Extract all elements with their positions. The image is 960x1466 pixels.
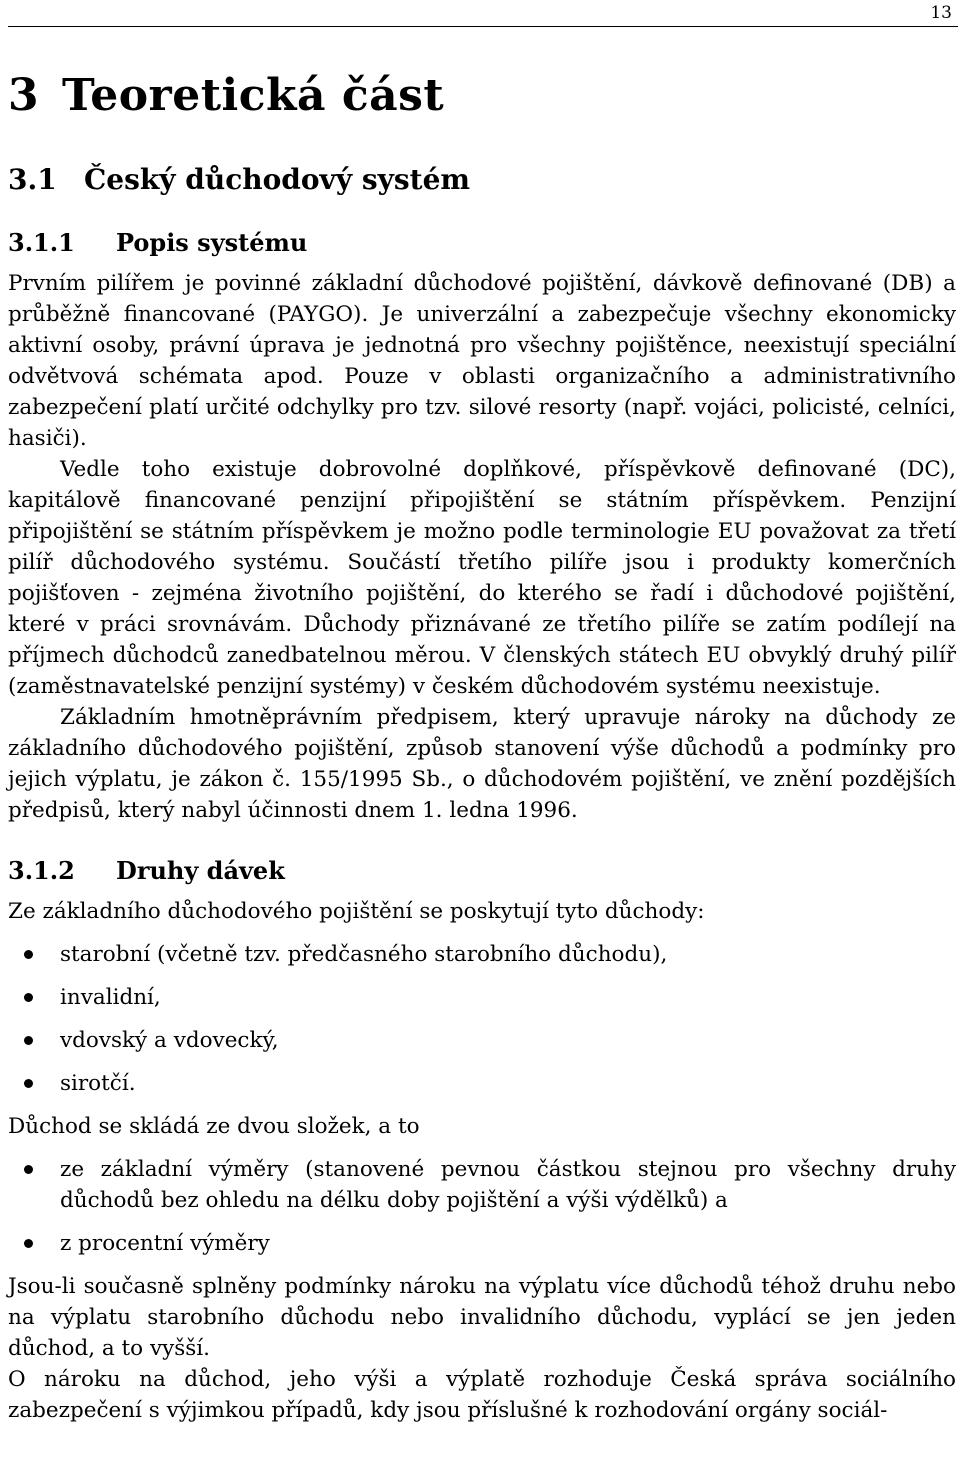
chapter-heading xyxy=(8,66,956,126)
list-item-text: vdovský a vdovecký, xyxy=(60,1028,279,1053)
list-item-text: z procentní výměry xyxy=(60,1231,270,1256)
pension-types-intro: Ze základního důchodového pojištění se poskytují tyto důchody: xyxy=(8,899,705,924)
subsection-title: Popis systému xyxy=(116,228,308,257)
list-item xyxy=(8,1228,956,1259)
subsection-number: 3.1.2 xyxy=(8,856,75,885)
section-number: 3.1 xyxy=(8,163,57,196)
chapter-title: Teoretická část xyxy=(62,70,445,121)
list-item-text: invalidní, xyxy=(60,985,161,1010)
bullet-icon xyxy=(24,1165,33,1174)
chapter-number: 3 xyxy=(8,70,40,121)
section-title: Český důchodový systém xyxy=(84,163,471,196)
list-item-text: ze základní výměry (stanovené pevnou částkou stejnou pro všechny druhy důchodů bez ohledu na délku doby pojištění a výši výdělků) a xyxy=(60,1157,956,1213)
paragraph-third-pillar: Vedle toho existuje dobrovolné doplňkové, příspěvkově definované (DC), kapitálově financované penzijní připojištění se státním příspěvkem. Penzijní připojištění se státním příspěvkem je možno podle terminologie EU považovat za třetí pilíř důchodového systému. Součástí třetího pilíře jsou i produkty komerčních pojišťoven - zejména životního pojištění, do kterého se řadí i důchodové pojištění, které v práci srovnávám. Důchody přiznávané ze třetího pilíře se zatím podílejí na příjmech důchodců zanedbatelnou měrou. V členských státech EU obvyklý druhý pilíř (zaměstnavatelské penzijní systémy) v českém důchodovém systému neexistuje. xyxy=(8,457,956,699)
document-body xyxy=(8,60,956,1426)
bullet-icon xyxy=(24,950,33,959)
pension-types-list xyxy=(8,939,956,1099)
paragraph-first-pillar: Prvním pilířem je povinné základní důchodové pojištění, dávkově definované (DB) a průběžně financované (PAYGO). Je univerzální a zabezpečuje všechny ekonomicky aktivní osoby, právní úprava je jednotná pro všechny pojištěnce, neexistují speciální odvětvová schémata apod. Pouze v oblasti organizačního a administrativního zabezpečení platí určité odchylky pro tzv. silové resorty (např. vojáci, policisté, celníci, hasiči). xyxy=(8,271,956,451)
components-list xyxy=(8,1154,956,1259)
header-rule xyxy=(8,26,958,27)
bullet-icon xyxy=(24,1239,33,1248)
bullet-icon xyxy=(24,993,33,1002)
bullet-icon xyxy=(24,1036,33,1045)
paragraph-multiple-pensions: Jsou-li současně splněny podmínky nároku na výplatu více důchodů téhož druhu nebo na výplatu starobního důchodu nebo invalidního důchodu, vyplácí se jen jeden důchod, a to vyšší. xyxy=(8,1274,956,1361)
list-item xyxy=(8,982,956,1013)
composition-intro: Důchod se skládá ze dvou složek, a to xyxy=(8,1114,420,1139)
list-item-text: starobní (včetně tzv. předčasného starobního důchodu), xyxy=(60,942,668,967)
list-item-text: sirotčí. xyxy=(60,1071,136,1096)
list-item xyxy=(8,939,956,970)
paragraph-decision-authority: O nároku na důchod, jeho výši a výplatě rozhoduje Česká správa sociálního zabezpečení s výjimkou případů, kdy jsou příslušné k rozhodování orgány sociál- xyxy=(8,1367,956,1423)
list-item xyxy=(8,1154,956,1216)
subsection-heading-popis xyxy=(8,226,956,260)
list-item xyxy=(8,1068,956,1099)
paragraph-legal-basis: Základním hmotněprávním předpisem, který upravuje nároky na důchody ze základního důchodového pojištění, způsob stanovení výše důchodů a podmínky pro jejich výplatu, je zákon č. 155/1995 Sb., o důchodovém pojištění, ve znění pozdějších předpisů, který nabyl účinnosti dnem 1. ledna 1996. xyxy=(8,705,956,823)
section-heading xyxy=(8,160,956,200)
page-number: 13 xyxy=(930,3,952,23)
subsection-number: 3.1.1 xyxy=(8,228,75,257)
subsection-title: Druhy dávek xyxy=(116,856,285,885)
list-item xyxy=(8,1025,956,1056)
subsection-heading-druhy xyxy=(8,854,956,888)
bullet-icon xyxy=(24,1079,33,1088)
